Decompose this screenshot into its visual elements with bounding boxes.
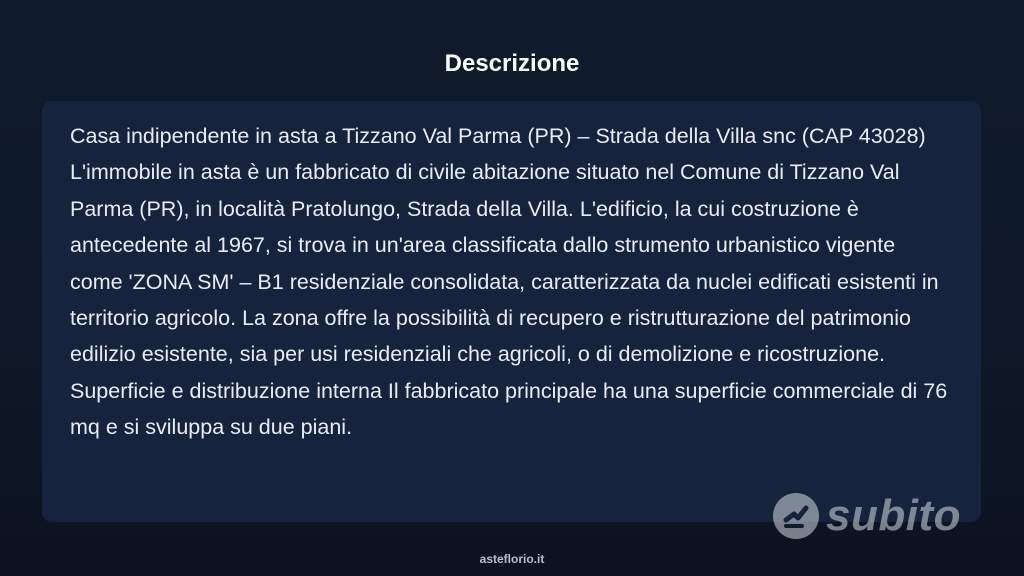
subito-wordmark: subito bbox=[826, 491, 961, 540]
subito-watermark bbox=[772, 490, 972, 546]
description-text: Casa indipendente in asta a Tizzano Val Parma (PR) – Strada della Villa snc (CAP 43028) L'immobile in asta è un fabbricato di civile abitazione situato nel Comune di Tizzano Val Parma (PR), in località Pratolungo, Strada della Villa. L'edificio, la cui costruzione è antecedente al 1967, si trova in un'area classificata dallo strumento urbanistico vigente come 'ZONA SM' – B1 residenziale consolidata, caratterizzata da nuclei edificati esistenti in territorio agricolo. La zona offre la possibilità di recupero e ristrutturazione del patrimonio edilizio esistente, sia per usi residenziali che agricoli, o di demolizione e ricostruzione. Superficie e distribuzione interna Il fabbricato principale ha una superficie commerciale di 76 mq e si sviluppa su due piani. bbox=[70, 124, 948, 440]
description-card bbox=[42, 101, 981, 522]
page-title: Descrizione bbox=[444, 50, 580, 77]
footer-source: asteflorio.it bbox=[479, 552, 545, 566]
subito-logo-icon bbox=[772, 492, 820, 540]
